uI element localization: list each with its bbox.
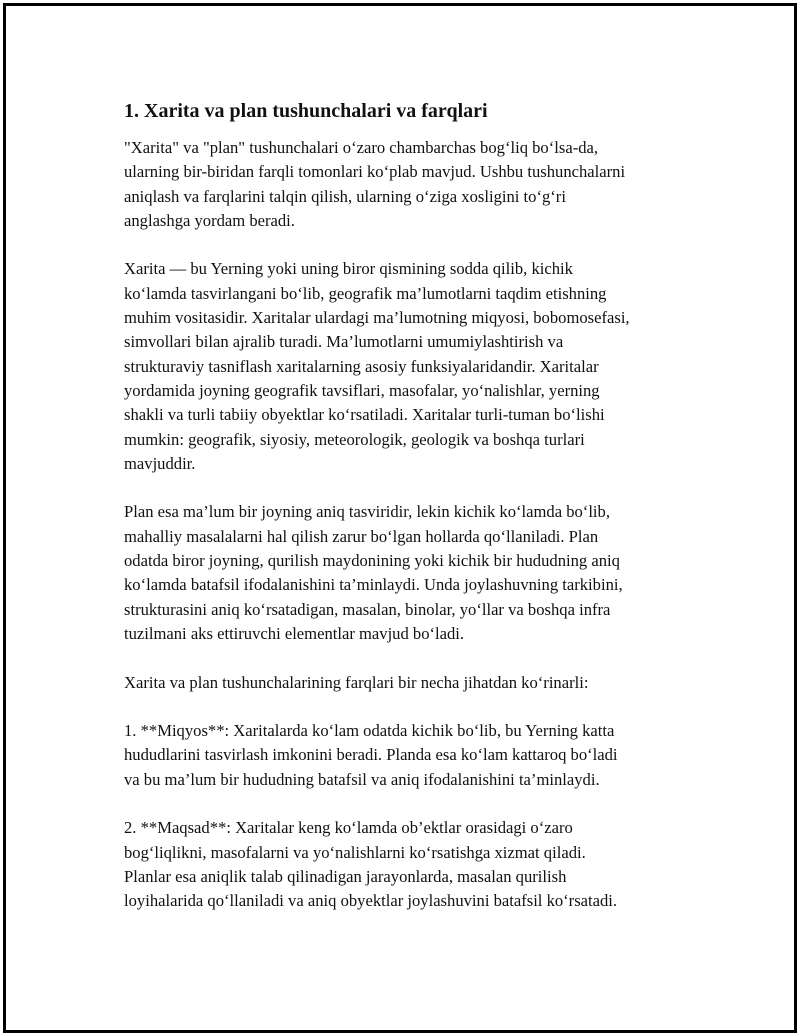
list-item-miqyos xyxy=(124,719,694,792)
text-line: yordamida joyning geografik tavsiflari, masofalar, yo‘nalishlar, yerning xyxy=(124,380,600,400)
text-line: aniqlash va farqlarini talqin qilish, ularning o‘ziga xosligini to‘g‘ri xyxy=(124,186,566,206)
text-line: odatda biror joyning, qurilish maydonining yoki kichik bir hududning aniq xyxy=(124,551,620,571)
text-line: hududlarini tasvirlash imkonini beradi. Planda esa ko‘lam kattaroq bo‘ladi xyxy=(124,745,618,765)
text-line: 1. **Miqyos**: Xaritalarda ko‘lam odatda kichik bo‘lib, bu Yerning katta xyxy=(124,721,615,741)
text-line: muhim vositasidir. Xaritalar ulardagi ma’lumotning miqyosi, bobomosefasi, xyxy=(124,308,630,328)
text-line: Plan esa ma’lum bir joyning aniq tasviridir, lekin kichik ko‘lamda bo‘lib, xyxy=(124,502,610,522)
text-line: simvollari bilan ajralib turadi. Ma’lumotlarni umumiylashtirish va xyxy=(124,332,564,352)
text-line: anglashga yordam beradi. xyxy=(124,210,295,230)
text-line: Xarita — bu Yerning yoki uning biror qismining sodda qilib, kichik xyxy=(124,259,573,279)
page-frame xyxy=(3,3,797,1033)
text-line: 2. **Maqsad**: Xaritalar keng ko‘lamda ob’ektlar orasidagi o‘zaro xyxy=(124,818,573,838)
paragraph-xarita xyxy=(124,257,694,476)
paragraph-intro xyxy=(124,136,694,233)
text-line: loyihalarida qo‘llaniladi va aniq obyektlar joylashuvini batafsil ko‘rsatadi. xyxy=(124,891,618,911)
text-line: tuzilmani aks ettiruvchi elementlar mavjud bo‘ladi. xyxy=(124,623,465,643)
text-line: ko‘lamda tasvirlangani bo‘lib, geografik ma’lumotlarni taqdim etishning xyxy=(124,283,607,303)
text-line: "Xarita" va "plan" tushunchalari o‘zaro chambarchas bog‘liq bo‘lsa-da, xyxy=(124,138,599,157)
text-line: ko‘lamda batafsil ifodalanishini ta’minlaydi. Unda joylashuvning tarkibini, xyxy=(124,575,623,595)
paragraph-plan xyxy=(124,500,694,646)
paragraph-differences-intro xyxy=(124,671,694,695)
list-item-maqsad xyxy=(124,816,694,913)
text-line: Xarita va plan tushunchalarining farqlari bir necha jihatdan ko‘rinarli: xyxy=(124,672,589,692)
section-heading: 1. Xarita va plan tushunchalari va farqlari xyxy=(124,100,488,122)
document-body xyxy=(124,98,694,938)
text-line: shakli va turli tabiiy obyektlar ko‘rsatiladi. Xaritalar turli-tuman bo‘lishi xyxy=(124,405,605,425)
text-line: ularning bir-biridan farqli tomonlari ko‘plab mavjud. Ushbu tushunchalarni xyxy=(124,162,626,182)
text-line: strukturaviy tasniflash xaritalarning asosiy funksiyalaridandir. Xaritalar xyxy=(124,356,599,376)
text-line: bog‘liqlikni, masofalarni va yo‘nalishlarni ko‘rsatishga xizmat qiladi. xyxy=(124,842,586,862)
text-line: mumkin: geografik, siyosiy, meteorologik, geologik va boshqa turlari xyxy=(124,429,585,449)
text-line: va bu ma’lum bir hududning batafsil va aniq ifodalanishini ta’minlaydi. xyxy=(124,769,600,789)
text-line: mahalliy masalalarni hal qilish zarur bo‘lgan hollarda qo‘llaniladi. Plan xyxy=(124,526,599,546)
text-line: strukturasini aniq ko‘rsatadigan, masalan, binolar, yo‘llar va boshqa infra xyxy=(124,599,611,619)
text-line: Planlar esa aniqlik talab qilinadigan jarayonlarda, masalan qurilish xyxy=(124,866,567,886)
text-line: mavjuddir. xyxy=(124,453,196,473)
